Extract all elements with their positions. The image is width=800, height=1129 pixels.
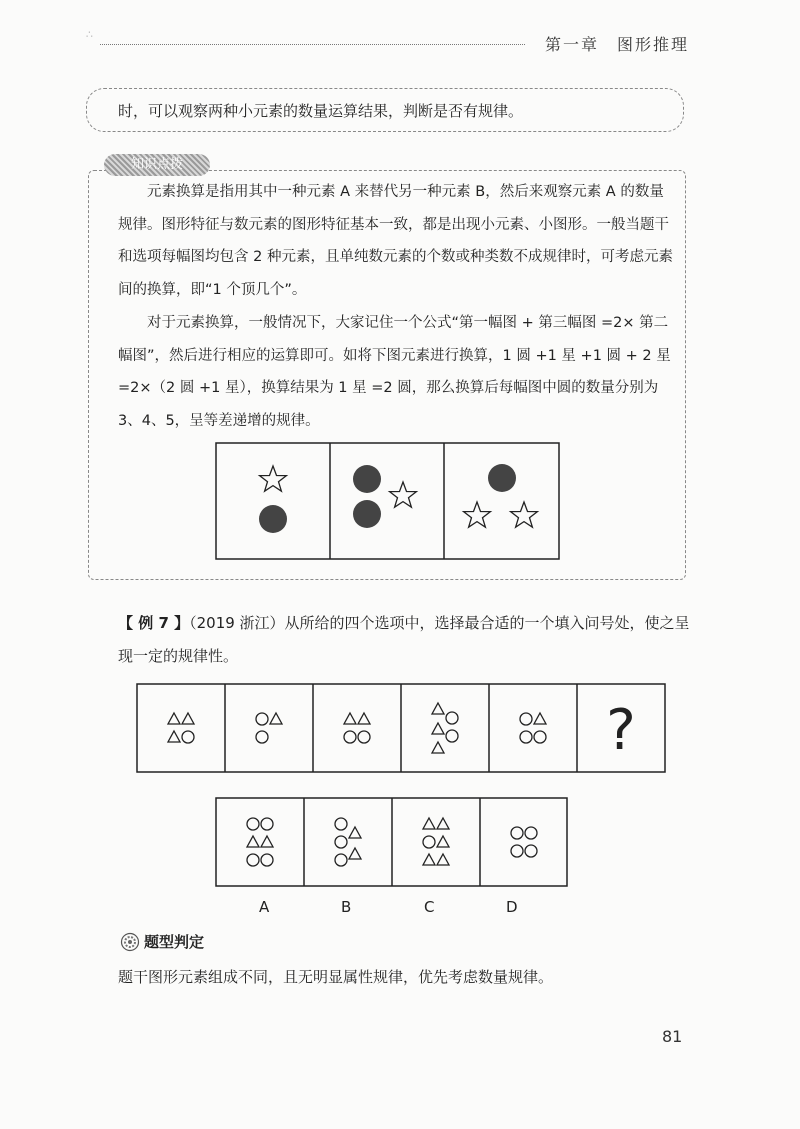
triangle-icon	[270, 713, 282, 724]
tip-paragraph-1-text: 元素换算是指用其中一种元素 A 来替代另一种元素 B，然后来观察元素 A 的数量规律。图形特征与数元素的图形特征基本一致，都是出现小元素、小图形。一般当题干和选项每幅图均包含 2 种元素，且单纯数元素的个数或种类数不成规律时，可考虑元素间的换算，即“1 个顶几个”。	[118, 184, 673, 298]
triangle-icon	[432, 742, 444, 753]
circle-icon	[256, 713, 268, 725]
triangle-icon	[437, 836, 449, 847]
triangle-icon	[432, 703, 444, 714]
circle-icon	[344, 731, 356, 743]
triangle-icon	[432, 723, 444, 734]
option-label-d[interactable]: D	[506, 898, 518, 916]
section-flower-icon	[120, 932, 140, 952]
question-sequence-figure	[136, 683, 666, 773]
top-note-text: 时，可以观察两种小元素的数量运算结果，判断是否有规律。	[118, 102, 524, 120]
section-title: 题型判定	[144, 933, 205, 951]
circle-icon	[511, 845, 523, 857]
triangle-icon	[168, 731, 180, 742]
figure-panel-1	[259, 466, 287, 533]
triangle-icon	[423, 818, 435, 829]
triangle-icon	[534, 713, 546, 724]
circle-icon	[335, 818, 347, 830]
circle-icon	[358, 731, 370, 743]
sequence-panel-1	[168, 713, 194, 743]
circle-icon	[520, 713, 532, 725]
triangle-icon	[437, 854, 449, 865]
circle-icon	[182, 731, 194, 743]
chapter-title: 第一章 图形推理	[545, 35, 690, 54]
sequence-panel-4	[432, 703, 458, 753]
star-icon	[464, 502, 491, 527]
circle-icon	[261, 818, 273, 830]
tip-paragraph-2	[118, 307, 674, 437]
triangle-icon	[349, 848, 361, 859]
sequence-panel-5	[520, 713, 546, 743]
triangle-icon	[261, 836, 273, 847]
circle-icon	[256, 731, 268, 743]
option-b-panel[interactable]	[335, 818, 361, 866]
filled-circle-icon	[488, 464, 516, 492]
star-icon	[511, 502, 538, 527]
example-question-text: （2019 浙江）从所给的四个选项中，选择最合适的一个填入问号处，使之呈现一定的规律性。	[118, 614, 690, 665]
circle-icon	[335, 854, 347, 866]
question-mark: ?	[606, 698, 636, 763]
circle-icon	[423, 836, 435, 848]
triangle-icon	[182, 713, 194, 724]
sequence-panel-3	[344, 713, 370, 743]
page-number: 81	[662, 1027, 683, 1046]
circle-icon	[446, 712, 458, 724]
circle-icon	[247, 854, 259, 866]
circle-icon	[520, 731, 532, 743]
tip-paragraph-2-text: 对于元素换算，一般情况下，大家记住一个公式“第一幅图 + 第三幅图 =2× 第二幅图”，然后进行相应的运算即可。如将下图元素进行换算，1 圆 +1 星 +1 圆 + 2 星 =2×（2 圆 +1 星），换算结果为 1 星 =2 圆，那么换算后每幅图中圆的数量分别为 3、4、5，呈等差递增的规律。	[118, 315, 671, 429]
circle-icon	[511, 827, 523, 839]
circle-icon	[446, 730, 458, 742]
triangle-icon	[344, 713, 356, 724]
option-label-b[interactable]: B	[341, 898, 352, 916]
sequence-panel-2	[256, 713, 282, 743]
triangle-icon	[358, 713, 370, 724]
answer-options-figure	[215, 797, 568, 887]
circle-icon	[247, 818, 259, 830]
option-label-c[interactable]: C	[424, 898, 435, 916]
triangle-icon	[423, 854, 435, 865]
option-a-panel[interactable]	[247, 818, 273, 866]
triangle-icon	[349, 827, 361, 838]
header-rule	[100, 44, 525, 45]
section-text: 题干图形元素组成不同，且无明显属性规律，优先考虑数量规律。	[118, 968, 554, 986]
filled-circle-icon	[353, 465, 381, 493]
filled-circle-icon	[353, 500, 381, 528]
circle-icon	[335, 836, 347, 848]
circle-icon	[525, 827, 537, 839]
figure-panel-2	[353, 465, 416, 528]
figure-panel-3	[464, 464, 538, 527]
tip-paragraph-1	[118, 176, 674, 306]
option-c-panel[interactable]	[423, 818, 449, 865]
option-d-panel[interactable]	[511, 827, 537, 857]
triangle-icon	[437, 818, 449, 829]
example-marker: 【 例 7 】	[118, 614, 190, 632]
circle-icon	[525, 845, 537, 857]
circle-icon	[261, 854, 273, 866]
triangle-icon	[247, 836, 259, 847]
corner-mark: ∴	[86, 28, 93, 41]
tip-badge: 知识点拨	[104, 154, 210, 176]
star-icon	[260, 466, 287, 491]
option-label-a[interactable]: A	[259, 898, 270, 916]
triangle-icon	[168, 713, 180, 724]
star-icon	[390, 482, 417, 507]
example-question	[118, 607, 690, 673]
element-conversion-figure	[215, 442, 560, 560]
circle-icon	[534, 731, 546, 743]
filled-circle-icon	[259, 505, 287, 533]
